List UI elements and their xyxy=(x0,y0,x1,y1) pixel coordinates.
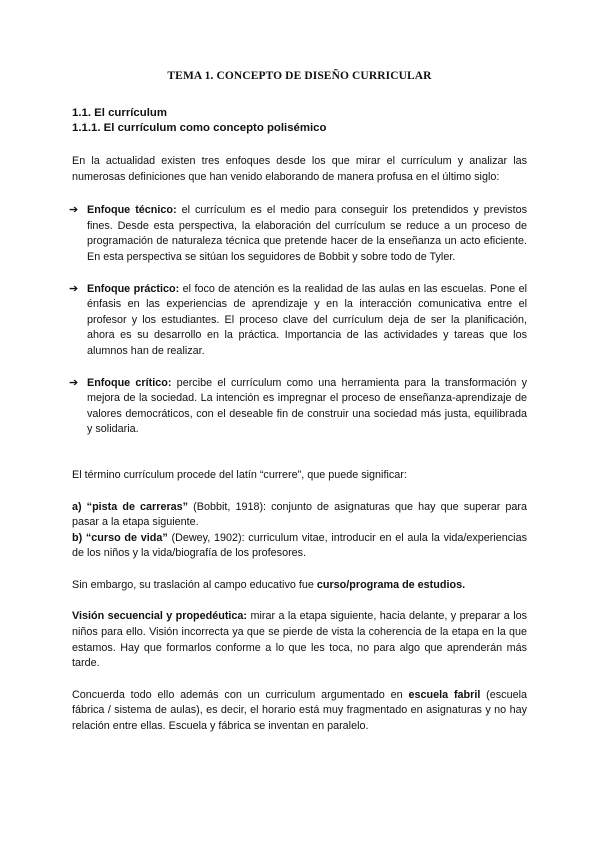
document-page xyxy=(69,70,528,735)
section-heading: 1.1. El currículum xyxy=(72,107,167,119)
bullet-paragraph xyxy=(87,282,527,360)
etymology-paragraph: El término currículum procede del latín “currere”, que puede significar: xyxy=(72,468,407,481)
meaning-b-paragraph xyxy=(72,531,527,562)
meaning-a-paragraph xyxy=(72,500,527,531)
bullet-enfoque-practico xyxy=(69,282,527,360)
arrow-right-icon: ➔ xyxy=(69,376,79,389)
meaning-b-text: (Dewey, 1902): curriculum vitae, introducir en el aula la vida/experiencias de los niños y la vida/biografía de los profesores. xyxy=(72,531,527,560)
translation-text: Sin embargo, su traslación al campo educativo fue xyxy=(72,578,317,591)
bullet-paragraph xyxy=(87,376,527,438)
page-title: TEMA 1. CONCEPTO DE DISEÑO CURRICULAR xyxy=(167,70,432,82)
meaning-b-label: b) “curso de vida” xyxy=(72,531,168,544)
vision-paragraph xyxy=(72,609,527,671)
subsection-heading: 1.1.1. El currículum como concepto polisémico xyxy=(72,122,327,134)
translation-bold: curso/programa de estudios. xyxy=(316,578,466,591)
vision-text: mirar a la etapa siguiente, hacia delante, y preparar a los niños para ello. Visión incorrecta ya que se pierde de vista la coherencia de la etapa en la que estamos. Hay que formarlos conforme a lo que les toca, no para algo que aprenderán más tarde. xyxy=(72,610,528,670)
bullet-label: Enfoque técnico: xyxy=(87,204,177,217)
meaning-a-label: a) “pista de carreras” xyxy=(72,500,189,513)
vision-label: Visión secuencial y propedéutica: xyxy=(72,610,248,623)
concluding-text-1: Concuerda todo ello además con un curriculum argumentado en xyxy=(72,688,409,701)
bullet-label: Enfoque práctico: xyxy=(87,282,180,295)
arrow-right-icon: ➔ xyxy=(69,204,79,217)
arrow-right-icon: ➔ xyxy=(69,282,79,295)
bullet-paragraph xyxy=(87,203,527,265)
concluding-text-2: (escuela fábrica / sistema de aulas), es decir, el horario está muy fragmentado en asignaturas y no hay relación entre ellas. Escuela y fábrica se inventan en paralelo. xyxy=(72,688,527,733)
intro-paragraph: En la actualidad existen tres enfoques desde los que mirar el currículum y analizar las numerosas definiciones que han venido elaborando de manera profusa en el último siglo: xyxy=(72,155,527,183)
concluding-paragraph xyxy=(72,688,527,735)
translation-paragraph xyxy=(72,578,527,594)
bullet-text: percibe el currículum como una herramienta para la transformación y mejora de la sociedad. La intención es impregnar el proceso de enseñanza-aprendizaje de valores democráticos, con el deseable fin de construir una sociedad más justa, equilibrada y solidaria. xyxy=(87,376,527,436)
bullet-enfoque-critico xyxy=(69,376,527,438)
bullet-label: Enfoque crítico: xyxy=(87,376,172,389)
meaning-a-text: (Bobbit, 1918): conjunto de asignaturas que hay que superar para pasar a la etapa siguiente. xyxy=(72,500,528,529)
bullet-text: el foco de atención es la realidad de las aulas en las escuelas. Pone el énfasis en las experiencias de aprendizaje y en la interacción comunicativa entre el profesor y los estudiantes. El proceso clave del currículum deja de ser la planificación, ahora es su desarrollo en la práctica. Importancia de las actividades y tareas que los alumnos han de realizar. xyxy=(87,282,527,357)
concluding-bold: escuela fabril xyxy=(408,688,481,701)
bullet-enfoque-tecnico xyxy=(69,203,527,265)
bullet-text: el currículum es el medio para conseguir los pretendidos y previstos fines. Desde esta perspectiva, la elaboración del currículum se reduce a un proceso de programación de naturaleza técnica que pretende hacer de la enseñanza un acto eficiente. En esta perspectiva se sitúan los seguidores de Bobbit y sobre todo de Tyler. xyxy=(87,204,527,263)
